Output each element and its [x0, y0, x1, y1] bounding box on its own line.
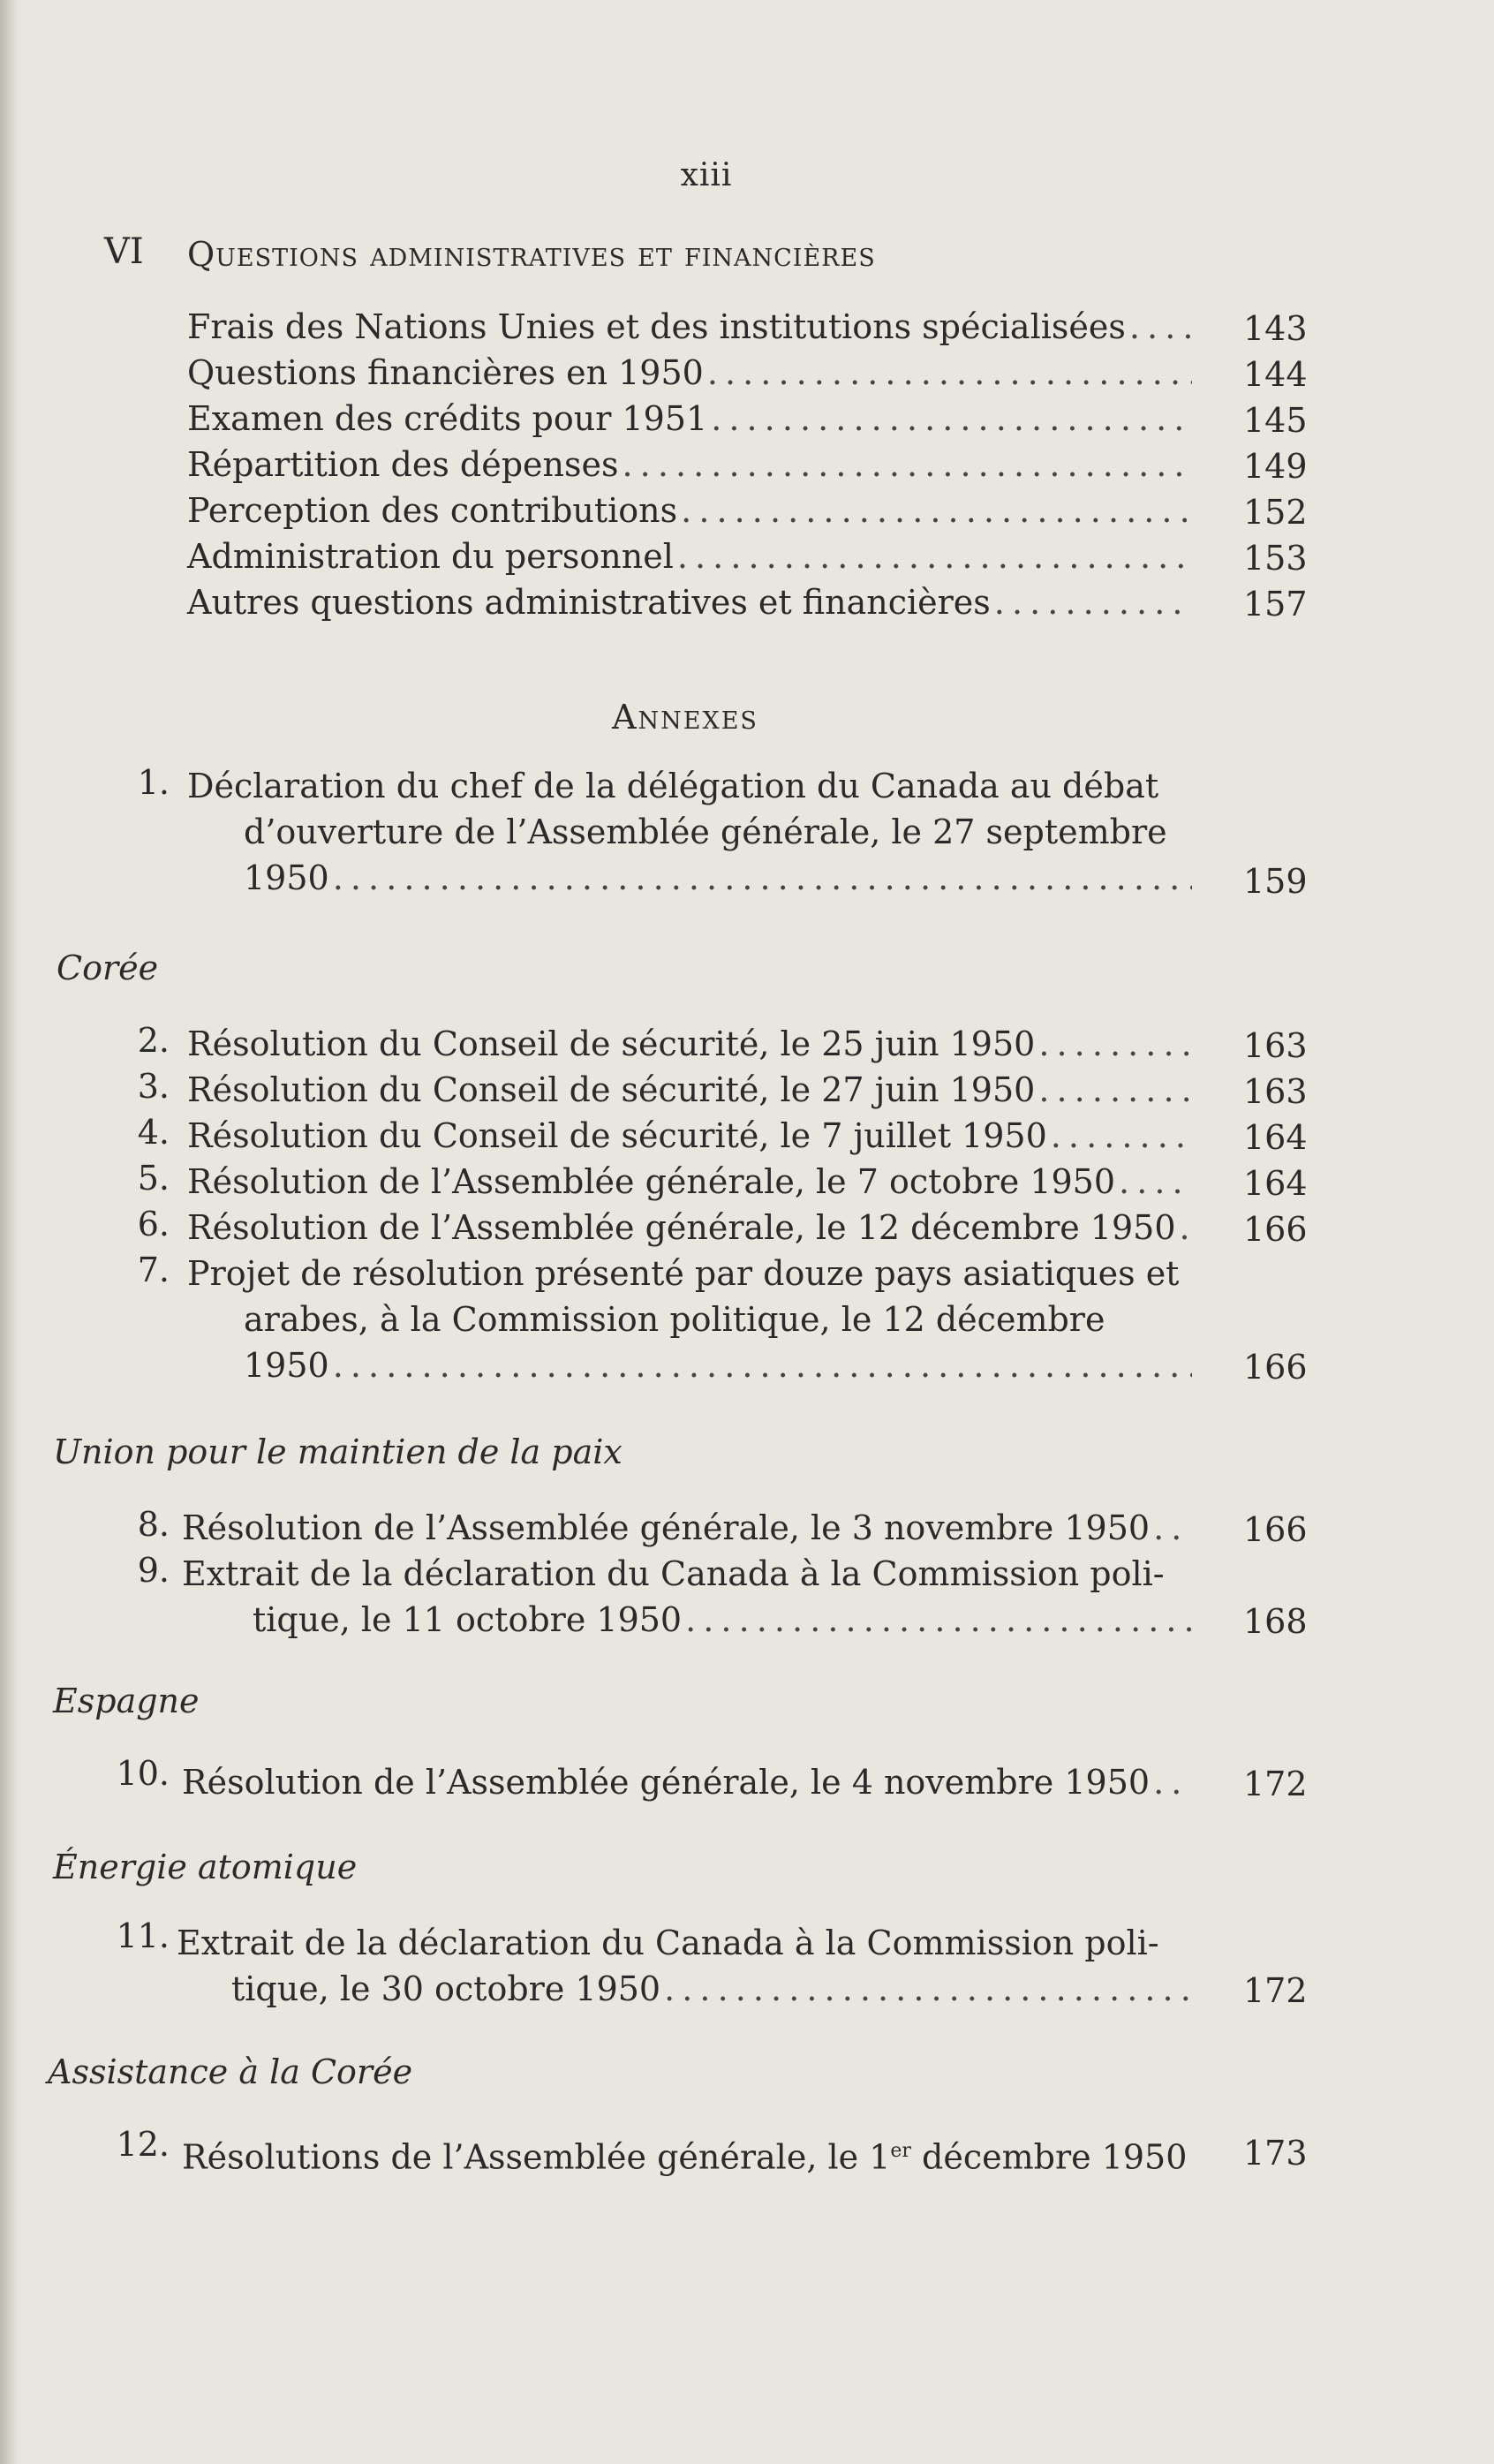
toc-page-number: 163	[1243, 1026, 1308, 1065]
annex-entry-line: Extrait de la déclaration du Canada à la Commission poli-	[177, 1924, 1159, 1962]
toc-page-number: 159	[1243, 862, 1308, 901]
toc-entry: Administration du personnel . . .	[187, 533, 1196, 579]
toc-page-number: 163	[1243, 1072, 1308, 1111]
annex-entry-line: Déclaration du chef de la délégation du Canada au débat	[187, 767, 1159, 805]
section-title: Questions administratives et financières	[187, 235, 876, 274]
annex-entry-line: Extrait de la déclaration du Canada à la Commission poli-	[182, 1554, 1165, 1593]
annexes-heading: Annexes	[612, 698, 758, 737]
annex-number: 3.	[137, 1067, 170, 1106]
toc-page-number: 172	[1243, 1765, 1308, 1803]
toc-page-number: 153	[1243, 539, 1308, 578]
toc-page-number: 143	[1243, 309, 1308, 348]
annex-number: 8.	[137, 1505, 170, 1544]
toc-page-number: 172	[1243, 1971, 1308, 2010]
annex-entry-line: Résolution du Conseil de sécurité, le 7 juillet 1950 . . .	[187, 1113, 1196, 1159]
toc-page-number: 166	[1243, 1348, 1308, 1387]
annex-entry-line: Résolutions de l’Assemblée générale, le 1er décembre 1950 . . .	[182, 2128, 1196, 2181]
annex-number: 7.	[137, 1251, 170, 1289]
annex-entry-line: Résolution de l’Assemblée générale, le 7 octobre 1950 . . .	[187, 1159, 1196, 1205]
annex-entry-line: 1950 . . .	[244, 855, 1196, 901]
annex-number: 5.	[137, 1159, 170, 1198]
annex-number: 12.	[116, 2125, 170, 2164]
annex-number: 11.	[116, 1916, 170, 1955]
toc-entry: Perception des contributions . . .	[187, 488, 1196, 533]
category-heading: Corée	[57, 949, 159, 987]
toc-page-number: 157	[1243, 585, 1308, 624]
annex-entry-line: d’ouverture de l’Assemblée générale, le 27 septembre	[244, 813, 1167, 851]
toc-page-number: 164	[1243, 1118, 1308, 1157]
toc-page-number: 173	[1243, 2134, 1308, 2173]
annex-number: 9.	[137, 1551, 170, 1590]
annex-number: 6.	[137, 1205, 170, 1243]
page-folio: xiii	[680, 157, 733, 193]
toc-page-number: 164	[1243, 1164, 1308, 1203]
annex-entry-line: Résolution de l’Assemblée générale, le 3 novembre 1950 . . .	[182, 1505, 1196, 1551]
page-edge-shadow	[0, 0, 23, 2464]
toc-page-number: 166	[1243, 1210, 1308, 1249]
annex-entry-line: Projet de résolution présenté par douze pays asiatiques et	[187, 1254, 1180, 1293]
toc-page-number: 149	[1243, 447, 1308, 486]
toc-entry: Frais des Nations Unies et des institutions spécialisées . . .	[187, 304, 1196, 350]
annex-entry-line: Résolution du Conseil de sécurité, le 25 juin 1950 . . .	[187, 1021, 1196, 1067]
section-number: VI	[104, 231, 144, 272]
toc-entry: Autres questions administratives et financières . . .	[187, 579, 1196, 625]
annex-entry-line: Résolution de l’Assemblée générale, le 4 novembre 1950 . . .	[182, 1759, 1196, 1805]
toc-entry: Répartition des dépenses . . .	[187, 442, 1196, 488]
category-heading: Assistance à la Corée	[48, 2052, 413, 2091]
toc-entry: Questions financières en 1950 . . .	[187, 350, 1196, 396]
annex-entry-line: tique, le 30 octobre 1950 . . .	[231, 1966, 1196, 2012]
annex-entry-line: Résolution de l’Assemblée générale, le 12 décembre 1950 . . .	[187, 1205, 1196, 1251]
toc-entry: Examen des crédits pour 1951 . . .	[187, 396, 1196, 442]
annex-entry-line: 1950 . . .	[244, 1342, 1196, 1388]
toc-page-number: 152	[1243, 493, 1308, 532]
annex-number: 1.	[137, 763, 170, 802]
annex-number: 10.	[116, 1754, 170, 1793]
toc-page-number: 168	[1243, 1602, 1308, 1641]
annex-number: 4.	[137, 1113, 170, 1152]
toc-page-number: 166	[1243, 1510, 1308, 1549]
category-heading: Espagne	[53, 1682, 200, 1720]
toc-page-number: 144	[1243, 355, 1308, 394]
category-heading: Union pour le maintien de la paix	[53, 1432, 622, 1471]
category-heading: Énergie atomique	[53, 1848, 358, 1886]
annex-entry-line: arabes, à la Commission politique, le 12 décembre	[244, 1300, 1105, 1339]
annex-entry-line: Résolution du Conseil de sécurité, le 27 juin 1950 . . .	[187, 1067, 1196, 1113]
annex-entry-line: tique, le 11 octobre 1950 . . .	[253, 1597, 1196, 1643]
toc-page-number: 145	[1243, 401, 1308, 440]
annex-number: 2.	[137, 1021, 170, 1060]
